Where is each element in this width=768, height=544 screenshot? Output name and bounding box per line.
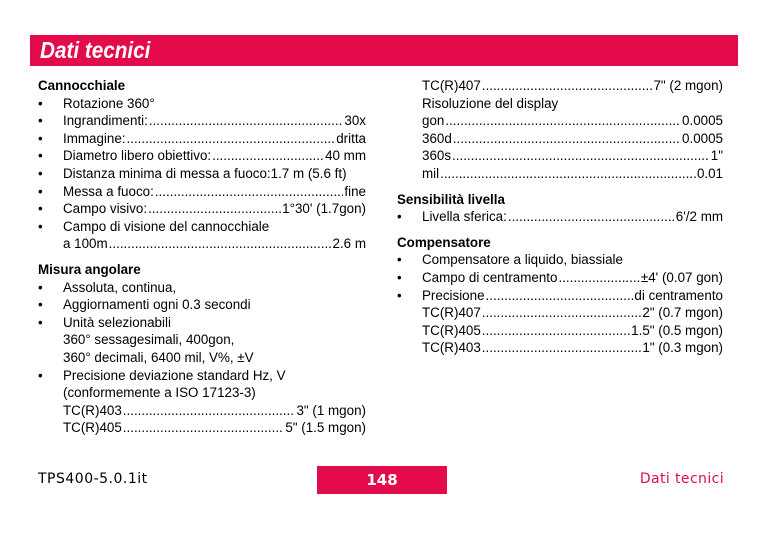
spec-value: 7" (2 mgon) xyxy=(653,78,723,93)
spec-min-focus xyxy=(38,165,366,183)
spec-value: 0.0005 xyxy=(682,113,723,129)
leader-dots xyxy=(452,147,710,165)
bullet: • xyxy=(38,218,43,234)
spec-comp-tc405 xyxy=(422,322,723,340)
spec-value: 5" (1.5 mgon) xyxy=(285,420,366,436)
leader-dots xyxy=(155,183,344,201)
spec-comp-precision xyxy=(397,287,723,357)
leader-dots xyxy=(508,208,675,226)
leader-dots xyxy=(123,402,296,420)
bullet: • xyxy=(38,183,43,199)
bullet: • xyxy=(38,130,43,146)
leader-dots xyxy=(127,130,336,148)
spec-label: TC(R)403 xyxy=(422,340,481,356)
section-title-angle: Misura angolare xyxy=(38,261,141,277)
leader-dots xyxy=(482,339,642,357)
section-title-compensator: Compensatore xyxy=(397,234,491,250)
spec-value: 30x xyxy=(344,113,366,129)
spec-focus xyxy=(38,183,366,201)
spec-label: TC(R)407 xyxy=(422,78,481,93)
spec-tc403 xyxy=(63,402,366,420)
spec-comp-tc403 xyxy=(422,339,723,357)
spec-tc405 xyxy=(63,419,366,437)
spec-text: Risoluzione del display xyxy=(422,95,559,111)
spec-text: Unità selezionabili xyxy=(63,314,171,330)
spec-value: ±4' (0.07 gon) xyxy=(640,269,723,285)
spec-text: Aggiornamenti ogni 0.3 secondi xyxy=(63,297,251,313)
spec-res-gon xyxy=(422,112,723,130)
spec-value: 0.01 xyxy=(696,165,723,181)
spec-label: Diametro libero obiettivo: xyxy=(63,148,212,164)
spec-label: 360s xyxy=(422,148,452,164)
bullet: • xyxy=(38,165,43,181)
leader-dots xyxy=(123,419,285,437)
spec-label: Campo visivo: xyxy=(63,201,148,217)
leader-dots xyxy=(482,77,653,95)
bullet: • xyxy=(38,95,43,111)
bullet: • xyxy=(38,314,43,330)
spec-value: di centramento xyxy=(634,287,723,303)
spec-text: Distanza minima di messa a fuoco:1.7 m (5.6 ft) xyxy=(63,165,347,181)
bullet: • xyxy=(38,279,43,295)
spec-magnification xyxy=(38,112,366,130)
spec-value: fine xyxy=(344,183,366,199)
spec-text: Compensatore a liquido, biassiale xyxy=(422,252,623,268)
spec-value: 0.0005 xyxy=(682,130,723,146)
left-column xyxy=(38,77,366,437)
spec-value: 1°30' (1.7gon) xyxy=(282,201,366,217)
document-id: TPS400-5.0.1it xyxy=(38,471,148,487)
spec-res-mil xyxy=(422,165,723,183)
bullet: • xyxy=(397,252,402,268)
spec-label: TC(R)405 xyxy=(63,420,122,436)
spec-value: 3" (1 mgon) xyxy=(296,402,366,418)
leader-dots xyxy=(212,147,324,165)
spec-comp-tc407 xyxy=(422,304,723,322)
bullet: • xyxy=(397,287,402,303)
bullet: • xyxy=(38,201,43,217)
spec-circular-level xyxy=(397,208,723,226)
leader-dots xyxy=(482,304,642,322)
spec-label: mil xyxy=(422,165,440,181)
spec-text: 360° sessagesimali, 400gon, xyxy=(63,332,235,348)
spec-image xyxy=(38,130,366,148)
spec-updates xyxy=(38,296,366,314)
bullet: • xyxy=(397,209,402,225)
spec-label: gon xyxy=(422,113,445,129)
spec-value: 2" (0.7 mgon) xyxy=(642,305,723,321)
spec-label: Immagine: xyxy=(63,130,126,146)
leader-dots xyxy=(109,235,332,253)
right-column xyxy=(397,77,723,357)
section-title-telescope: Cannocchiale xyxy=(38,78,126,93)
spec-value: dritta xyxy=(336,130,366,146)
page-number: 148 xyxy=(317,466,447,494)
leader-dots xyxy=(149,112,344,130)
spec-label: TC(R)405 xyxy=(422,322,481,338)
spec-label: TC(R)403 xyxy=(63,402,122,418)
spec-text: Assoluta, continua, xyxy=(63,279,177,295)
spec-text: Campo di visione del cannocchiale xyxy=(63,218,270,234)
page-footer xyxy=(0,466,768,494)
spec-text: 360° decimali, 6400 mil, V%, ±V xyxy=(63,349,254,365)
footer-section-title: Dati tecnici xyxy=(639,471,724,487)
spec-absolute xyxy=(38,279,366,297)
spec-text: (conformemente a ISO 17123-3) xyxy=(63,385,256,401)
spec-fov xyxy=(38,218,366,253)
spec-label: Messa a fuoco: xyxy=(63,183,154,199)
spec-label: a 100m xyxy=(63,236,108,252)
spec-label: Ingrandimenti: xyxy=(63,113,148,129)
spec-units xyxy=(38,314,366,367)
spec-field xyxy=(38,200,366,218)
leader-dots xyxy=(558,269,639,287)
bullet: • xyxy=(38,148,43,164)
spec-label: Livella sferica: xyxy=(422,209,507,225)
spec-value: 40 mm xyxy=(325,148,366,164)
spec-label: Campo di centramento xyxy=(422,269,558,285)
bullet: • xyxy=(397,269,402,285)
spec-res-360s xyxy=(422,147,723,165)
header-bar xyxy=(30,35,738,66)
leader-dots xyxy=(482,322,630,340)
spec-text: Rotazione 360° xyxy=(63,95,155,111)
spec-comp-range xyxy=(397,269,723,287)
leader-dots xyxy=(486,287,634,305)
section-title-level: Sensibilità livella xyxy=(397,191,505,207)
spec-label: Precisione xyxy=(422,287,485,303)
leader-dots xyxy=(148,200,281,218)
bullet: • xyxy=(38,113,43,129)
leader-dots xyxy=(440,165,696,183)
bullet: • xyxy=(38,297,43,313)
bullet: • xyxy=(38,367,43,383)
spec-value: 6'/2 mm xyxy=(675,209,723,225)
spec-rotation xyxy=(38,95,366,113)
spec-text: Precisione deviazione standard Hz, V xyxy=(63,367,286,383)
spec-value: 1" xyxy=(710,148,723,164)
spec-precision xyxy=(38,367,366,437)
spec-label: TC(R)407 xyxy=(422,305,481,321)
spec-comp-type xyxy=(397,251,723,269)
spec-tc407 xyxy=(422,77,723,95)
spec-value: 1" (0.3 mgon) xyxy=(642,340,723,356)
spec-res-360d xyxy=(422,130,723,148)
spec-value: 1.5" (0.5 mgon) xyxy=(631,322,723,338)
spec-label: 360d xyxy=(422,130,452,146)
spec-objective xyxy=(38,147,366,165)
leader-dots xyxy=(453,130,681,148)
page-title: Dati tecnici xyxy=(40,37,151,63)
spec-value: 2.6 m xyxy=(332,236,366,252)
leader-dots xyxy=(445,112,681,130)
